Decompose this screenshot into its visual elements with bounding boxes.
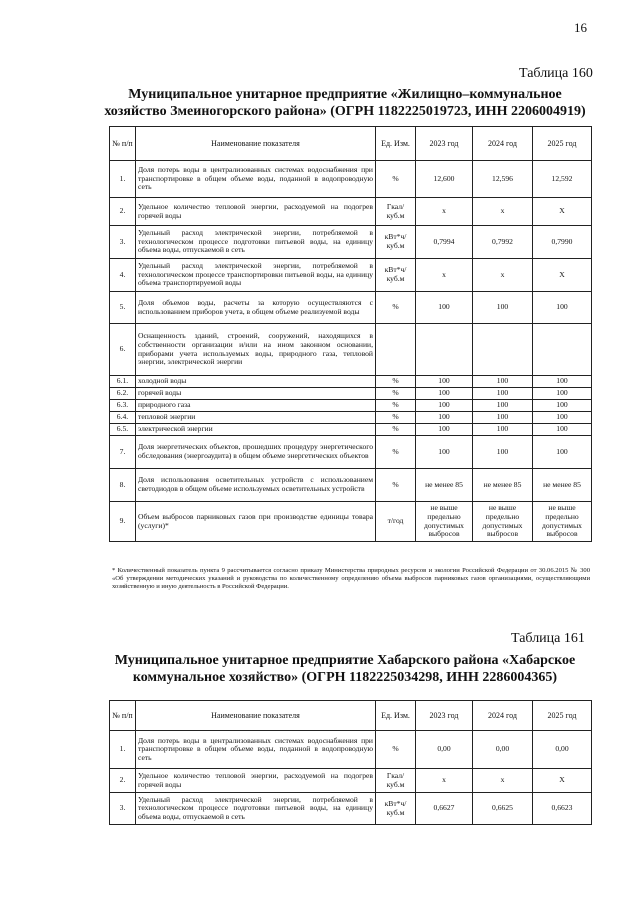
indicator-name: Удельный расход электрической энергии, потребляемой в технологическом процессе транспортировки питьевой воды, на единицу объема транспортируемой воды — [136, 259, 376, 292]
header-row — [110, 701, 592, 731]
unit-cell: % — [376, 469, 416, 502]
table-row — [110, 793, 592, 825]
value-2024: 0,00 — [473, 731, 533, 769]
col-header-2025: 2025 год — [533, 701, 592, 731]
row-number: 8. — [110, 469, 136, 502]
row-number: 7. — [110, 436, 136, 469]
table-caption: Таблица 160 — [519, 66, 593, 81]
value-2025: Х — [533, 769, 592, 793]
value-2023: не выше предельно допустимых выбросов — [416, 502, 473, 542]
col-header-name: Наименование показателя — [136, 701, 376, 731]
row-number: 6.4. — [110, 412, 136, 424]
row-number: 2. — [110, 198, 136, 226]
value-2025: 100 — [533, 400, 592, 412]
value-2023 — [416, 324, 473, 376]
table-row — [110, 769, 592, 793]
table-title: Муниципальное унитарное предприятие Хабарского района «Хабарское коммунальное хозяйство» (ОГРН 1182225034298, ИНН 2286004365) — [114, 653, 576, 685]
indicators-table-161 — [109, 700, 592, 825]
table-row — [110, 502, 592, 542]
value-2025: 0,7990 — [533, 226, 592, 259]
col-header-2024: 2024 год — [473, 701, 533, 731]
value-2023: 100 — [416, 424, 473, 436]
value-2024: х — [473, 198, 533, 226]
value-2024 — [473, 324, 533, 376]
indicator-name: Объем выбросов парниковых газов при производстве единицы товара (услуги)* — [136, 502, 376, 542]
value-2023: 0,7994 — [416, 226, 473, 259]
row-number: 5. — [110, 292, 136, 324]
value-2025: не выше предельно допустимых выбросов — [533, 502, 592, 542]
table-caption: Таблица 161 — [511, 631, 585, 646]
indicator-name: природного газа — [136, 400, 376, 412]
value-2024: 100 — [473, 424, 533, 436]
value-2023: 12,600 — [416, 161, 473, 198]
value-2024: х — [473, 769, 533, 793]
value-2025: 12,592 — [533, 161, 592, 198]
unit-cell: % — [376, 388, 416, 400]
col-header-name: Наименование показателя — [136, 127, 376, 161]
value-2025: Х — [533, 259, 592, 292]
unit-cell: % — [376, 436, 416, 469]
value-2024: 100 — [473, 376, 533, 388]
col-header-num: № п/п — [110, 127, 136, 161]
table-row — [110, 400, 592, 412]
table-row — [110, 161, 592, 198]
table-row — [110, 469, 592, 502]
row-number: 3. — [110, 226, 136, 259]
table-row — [110, 259, 592, 292]
unit-cell: % — [376, 400, 416, 412]
value-2025: 100 — [533, 376, 592, 388]
table-row — [110, 226, 592, 259]
table-row — [110, 198, 592, 226]
footnote: * Количественный показатель пункта 9 рассчитывается согласно приказу Министерства природных ресурсов и экологии Российской Федерации от 30.06.2015 № 300 «Об утверждении методических указаний и руководства по количественному определению объема выбросов парниковых газов организациями, осуществляющими хозяйственную и иную деятельность в Российской Федерации. — [112, 567, 590, 591]
value-2024: 100 — [473, 400, 533, 412]
row-number: 9. — [110, 502, 136, 542]
value-2024: 0,6625 — [473, 793, 533, 825]
value-2023: х — [416, 259, 473, 292]
row-number: 1. — [110, 161, 136, 198]
value-2025: 0,6623 — [533, 793, 592, 825]
value-2025: 0,00 — [533, 731, 592, 769]
row-number: 2. — [110, 769, 136, 793]
table-row — [110, 731, 592, 769]
row-number: 6.1. — [110, 376, 136, 388]
indicator-name: Доля объемов воды, расчеты за которую осуществляются с использованием приборов учета, в общем объеме реализуемой воды — [136, 292, 376, 324]
unit-cell: % — [376, 292, 416, 324]
table-row — [110, 412, 592, 424]
value-2023: х — [416, 198, 473, 226]
value-2024: 100 — [473, 388, 533, 400]
value-2025: 100 — [533, 424, 592, 436]
value-2023: 100 — [416, 436, 473, 469]
table-row — [110, 324, 592, 376]
header-row — [110, 127, 592, 161]
row-number: 6.2. — [110, 388, 136, 400]
indicator-name: горячей воды — [136, 388, 376, 400]
unit-cell: Гкал/ куб.м — [376, 769, 416, 793]
indicator-name: Оснащенность зданий, строений, сооружений, находящихся в собственности организации и/или на ином законном основании, приборами учета используемых воды, природного газа, тепловой энергии, электрической энергии — [136, 324, 376, 376]
row-number: 6.3. — [110, 400, 136, 412]
value-2025: 100 — [533, 388, 592, 400]
value-2023: 100 — [416, 412, 473, 424]
row-number: 6. — [110, 324, 136, 376]
unit-cell: кВт*ч/ куб.м — [376, 226, 416, 259]
col-header-2024: 2024 год — [473, 127, 533, 161]
indicator-name: Доля потерь воды в централизованных системах водоснабжения при транспортировке в общем объеме воды, поданной в водопроводную сеть — [136, 161, 376, 198]
value-2025 — [533, 324, 592, 376]
value-2023: не менее 85 — [416, 469, 473, 502]
col-header-num: № п/п — [110, 701, 136, 731]
unit-cell: % — [376, 424, 416, 436]
unit-cell — [376, 324, 416, 376]
unit-cell: кВт*ч/ куб.м — [376, 793, 416, 825]
row-number: 1. — [110, 731, 136, 769]
col-header-unit: Ед. Изм. — [376, 701, 416, 731]
page-number: 16 — [574, 20, 587, 35]
value-2025: не менее 85 — [533, 469, 592, 502]
value-2025: 100 — [533, 436, 592, 469]
value-2024: 12,596 — [473, 161, 533, 198]
value-2024: не менее 85 — [473, 469, 533, 502]
indicator-name: Удельный расход электрической энергии, потребляемой в технологическом процессе подготовки питьевой воды, на единицу объема воды, отпускаемой в сеть — [136, 793, 376, 825]
value-2024: 100 — [473, 292, 533, 324]
value-2023: 0,6627 — [416, 793, 473, 825]
value-2025: 100 — [533, 412, 592, 424]
unit-cell: т/год — [376, 502, 416, 542]
table-row — [110, 388, 592, 400]
indicator-name: холодной воды — [136, 376, 376, 388]
value-2023: х — [416, 769, 473, 793]
table-row — [110, 436, 592, 469]
value-2024: 100 — [473, 436, 533, 469]
value-2024: х — [473, 259, 533, 292]
value-2023: 100 — [416, 388, 473, 400]
indicator-name: Доля использования осветительных устройств с использованием светодиодов в общем объеме используемых осветительных устройств — [136, 469, 376, 502]
indicator-name: тепловой энергии — [136, 412, 376, 424]
indicator-name: электрической энергии — [136, 424, 376, 436]
row-number: 4. — [110, 259, 136, 292]
value-2023: 100 — [416, 400, 473, 412]
col-header-2023: 2023 год — [416, 127, 473, 161]
value-2024: не выше предельно допустимых выбросов — [473, 502, 533, 542]
col-header-2023: 2023 год — [416, 701, 473, 731]
table-row — [110, 376, 592, 388]
unit-cell: % — [376, 376, 416, 388]
value-2023: 0,00 — [416, 731, 473, 769]
indicator-name: Доля потерь воды в централизованных системах водоснабжения при транспортировке в общем объеме воды, поданной в водопроводную сеть — [136, 731, 376, 769]
indicator-name: Удельное количество тепловой энергии, расходуемой на подогрев горячей воды — [136, 198, 376, 226]
unit-cell: % — [376, 412, 416, 424]
indicator-name: Доля энергетических объектов, прошедших процедуру энергетического обследования (энергоаудита) в общем объеме энергетических объектов — [136, 436, 376, 469]
row-number: 6.5. — [110, 424, 136, 436]
unit-cell: Гкал/ куб.м — [376, 198, 416, 226]
value-2023: 100 — [416, 376, 473, 388]
unit-cell: % — [376, 161, 416, 198]
table-row — [110, 292, 592, 324]
value-2025: Х — [533, 198, 592, 226]
col-header-unit: Ед. Изм. — [376, 127, 416, 161]
table-row — [110, 424, 592, 436]
value-2024: 100 — [473, 412, 533, 424]
unit-cell: % — [376, 731, 416, 769]
indicator-name: Удельное количество тепловой энергии, расходуемой на подогрев горячей воды — [136, 769, 376, 793]
value-2023: 100 — [416, 292, 473, 324]
unit-cell: кВт*ч/ куб.м — [376, 259, 416, 292]
value-2024: 0,7992 — [473, 226, 533, 259]
value-2025: 100 — [533, 292, 592, 324]
row-number: 3. — [110, 793, 136, 825]
table-title: Муниципальное унитарное предприятие «Жилищно–коммунальное хозяйство Змеиногорского района» (ОГРН 1182225019723, ИНН 2206004919) — [104, 87, 586, 119]
col-header-2025: 2025 год — [533, 127, 592, 161]
indicator-name: Удельный расход электрической энергии, потребляемой в технологическом процессе подготовки питьевой воды, на единицу объема воды, отпускаемой в сеть — [136, 226, 376, 259]
indicators-table-160 — [109, 126, 592, 542]
